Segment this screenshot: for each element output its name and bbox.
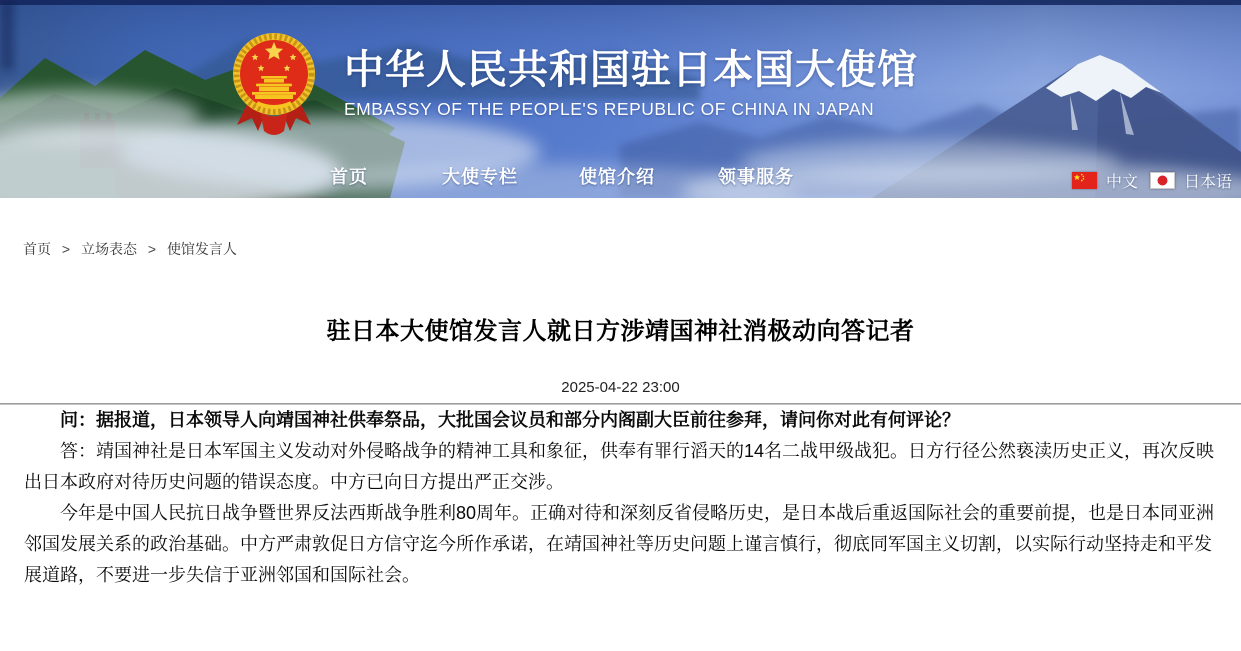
article-body <box>0 405 1241 591</box>
nav-item-home[interactable]: 首页 <box>330 167 368 187</box>
breadcrumb-embassy-spokesperson[interactable]: 使馆发言人 <box>166 241 237 257</box>
language-switch-chinese[interactable] <box>1072 169 1138 192</box>
language-label-japanese[interactable]: 日本语 <box>1184 174 1233 191</box>
nav-item-consular-services[interactable]: 领事服务 <box>718 167 794 187</box>
article-date: 2025-04-22 23:00 <box>561 379 680 396</box>
breadcrumb <box>23 239 1241 259</box>
china-national-emblem-icon <box>228 26 320 138</box>
article-paragraph-answer-2: 今年是中国人民抗日战争暨世界反法西斯战争胜利80周年。正确对待和深刻反省侵略历史，是日本战后重返国际社会的重要前提，也是日本同亚洲邻国发展关系的政治基础。中方严肃敦促日方信守迄今所作承诺，在靖国神社等历史问题上谨言慎行，彻底同军国主义切割，以实际行动坚持走和平发展道路，不要进一步失信于亚洲邻国和国际社会。 <box>24 503 1215 585</box>
language-label-chinese[interactable]: 中文 <box>1106 174 1139 191</box>
article-paragraph-question: 问：据报道，日本领导人向靖国神社供奉祭品，大批国会议员和部分内阁副大臣前往参拜，请问你对此有何评论？ <box>60 410 960 430</box>
japan-flag-icon[interactable] <box>1150 172 1175 189</box>
nav-item-ambassador-column[interactable]: 大使专栏 <box>442 167 518 187</box>
site-title-chinese: 中华人民共和国驻日本国大使馆 <box>344 48 918 92</box>
breadcrumb-separator: > <box>61 241 71 257</box>
china-flag-icon[interactable] <box>1072 172 1097 189</box>
article-paragraph-answer-1: 答：靖国神社是日本军国主义发动对外侵略战争的精神工具和象征，供奉有罪行滔天的14名二战甲级战犯。日方行径公然亵渎历史正义，再次反映出日本政府对待历史问题的错误态度。中方已向日方提出严正交涉。 <box>24 441 1215 492</box>
breadcrumb-separator: > <box>147 241 157 257</box>
nav-item-embassy-introduction[interactable]: 使馆介绍 <box>579 167 655 187</box>
site-title-english: EMBASSY OF THE PEOPLE'S REPUBLIC OF CHINA IN JAPAN <box>344 99 875 119</box>
site-titles <box>344 46 918 120</box>
breadcrumb-home[interactable]: 首页 <box>23 241 51 257</box>
header-banner <box>0 0 1241 198</box>
article-title: 驻日本大使馆发言人就日方涉靖国神社消极动向答记者 <box>326 318 915 345</box>
language-switch-japanese[interactable] <box>1150 169 1232 192</box>
breadcrumb-position-statements[interactable]: 立场表态 <box>80 241 137 257</box>
